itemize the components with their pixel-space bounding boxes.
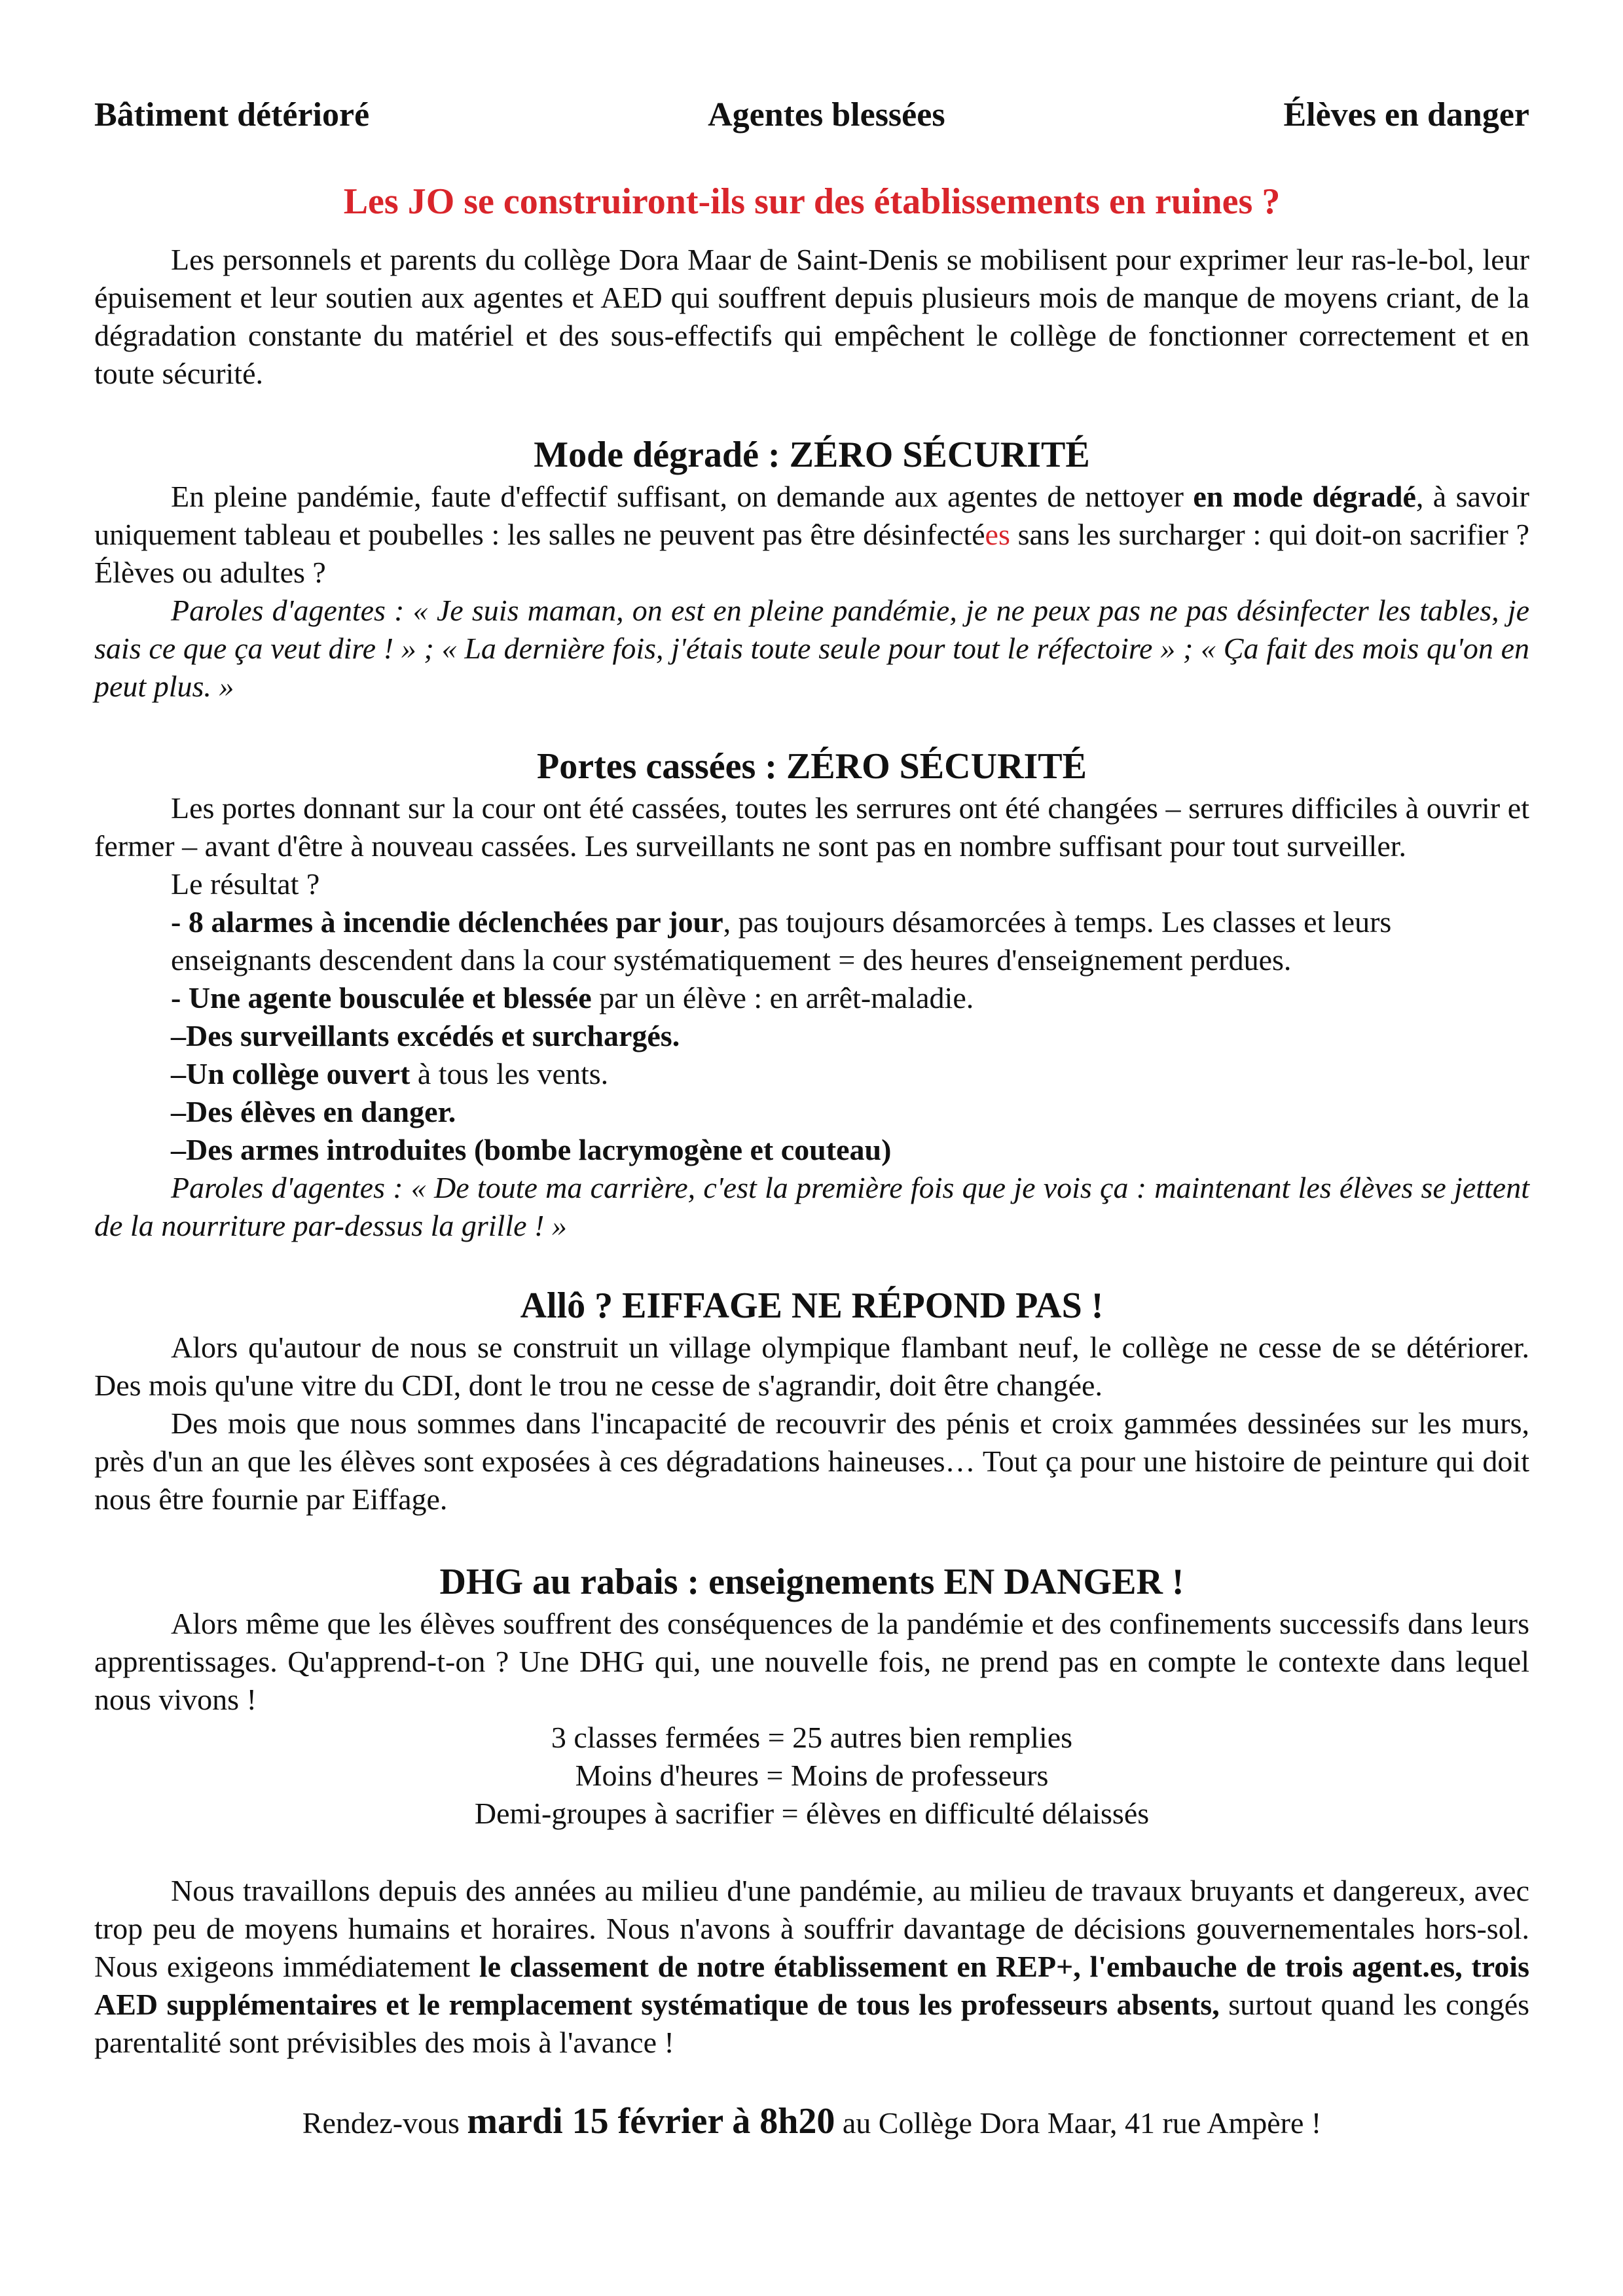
rdv-a: Rendez-vous	[302, 2106, 467, 2140]
section1-paragraph	[94, 478, 1529, 592]
section4-paragraph: Alors même que les élèves souffrent des conséquences de la pandémie et des confinements successifs dans leurs apprentissages. Qu'apprend-t-on ? Une DHG qui, une nouvelle fois, ne prend pas en compte le contexte dans lequel nous vivons !	[94, 1607, 1529, 1716]
section4-line2: Moins d'heures = Moins de professeurs	[575, 1759, 1049, 1792]
rendezvous-line	[94, 2098, 1529, 2146]
section3-heading: Allô ? EIFFAGE NE RÉPOND PAS !	[520, 1285, 1104, 1326]
section2-result: Le résultat ?	[171, 867, 320, 901]
section2-item1-rest: , pas toujours désamorcées à temps. Les classes et leurs enseignants descendent dans la cour systématiquement = des heures d'enseignement perdues.	[171, 905, 1392, 977]
section1-p1-red: es	[985, 518, 1010, 551]
section2-quote: Paroles d'agentes : « De toute ma carrière, c'est la première fois que je vois ça : maintenant les élèves se jettent de la nourriture par-dessus la grille ! »	[94, 1171, 1529, 1242]
section2-item4	[94, 1055, 1529, 1093]
section2-item6: –Des armes introduites (bombe lacrymogène et couteau)	[171, 1133, 892, 1166]
closing-bold: le classement de notre établissement en REP+, l'embauche de trois agent.es, trois AED supplémentaires et le remplacement systématique de tous les professeurs absents,	[94, 1950, 1529, 2021]
section2-item4-rest: à tous les vents.	[410, 1057, 609, 1090]
header-line	[94, 92, 1529, 139]
section1-p1-a: En pleine pandémie, faute d'effectif suffisant, on demande aux agentes de nettoyer	[171, 480, 1194, 513]
header-center: Agentes blessées	[708, 96, 945, 134]
section4-heading: DHG au rabais : enseignements EN DANGER !	[439, 1562, 1184, 1602]
main-title: Les JO se construiront-ils sur des établissements en ruines ?	[343, 181, 1281, 222]
section2-item2-rest: par un élève : en arrêt-maladie.	[591, 981, 974, 1014]
closing-b: surtout quand les congés parentalité sont prévisibles des mois à l'avance !	[94, 1988, 1530, 2059]
section2-paragraph: Les portes donnant sur la cour ont été cassées, toutes les serrures ont été changées – serrures difficiles à ouvrir et fermer – avant d'être à nouveau cassées. Les surveillants ne sont pas en nombre suffisant pour tout surveiller.	[94, 791, 1529, 863]
section2-item2-bold: - Une agente bousculée et blessée	[171, 981, 592, 1014]
section1-p1-c: sans les surcharger : qui doit-on sacrifier ? Élèves ou adultes ?	[94, 518, 1529, 589]
section2-item3: –Des surveillants excédés et surchargés.	[171, 1019, 680, 1052]
intro-paragraph: Les personnels et parents du collège Dora Maar de Saint-Denis se mobilisent pour exprimer leur ras-le-bol, leur épuisement et leur soutien aux agentes et AED qui souffrent depuis plusieurs mois de manque de moyens criant, de la dégradation constante du matériel et des sous-effectifs qui empêchent le collège de fonctionner correctement et en toute sécurité.	[94, 243, 1529, 390]
section1-quote: Paroles d'agentes : « Je suis maman, on est en pleine pandémie, je ne peux pas ne pas désinfecter les tables, je sais ce que ça veut dire ! » ; « La dernière fois, j'étais toute seule pour tout le réfectoire » ; « Ça fait des mois qu'on en peut plus. »	[94, 594, 1529, 703]
section2-item4-bold: –Un collège ouvert	[171, 1057, 410, 1090]
rdv-date: mardi 15 février à 8h20	[467, 2101, 835, 2142]
document-page	[94, 92, 1529, 2146]
section3-paragraph1: Alors qu'autour de nous se construit un village olympique flambant neuf, le collège ne cesse de se détériorer. Des mois qu'une vitre du CDI, dont le trou ne cesse de s'agrandir, doit être changée.	[94, 1331, 1529, 1402]
header-left: Bâtiment détérioré	[94, 96, 370, 134]
header-right: Élèves en danger	[1283, 96, 1529, 134]
section2-item5: –Des élèves en danger.	[171, 1095, 456, 1128]
section2-item1-bold: - 8 alarmes à incendie déclenchées par jour	[171, 905, 723, 939]
closing-paragraph	[94, 1872, 1529, 2062]
rdv-b: au Collège Dora Maar, 41 rue Ampère !	[835, 2106, 1322, 2140]
section1-p1-bold: en mode dégradé	[1193, 480, 1416, 513]
section1-p1-b: , à savoir uniquement tableau et poubelles : les salles ne peuvent pas être désinfecté	[94, 480, 1529, 551]
closing-a: Nous travaillons depuis des années au milieu d'une pandémie, au milieu de travaux bruyants et dangereux, avec trop peu de moyens humains et horaires. Nous n'avons à souffrir davantage de décisions gouvernementales hors-sol. Nous exigeons immédiatement	[94, 1874, 1529, 1983]
section2-heading: Portes cassées : ZÉRO SÉCURITÉ	[537, 746, 1087, 787]
section2-item2	[94, 979, 1529, 1017]
section2-item1	[94, 903, 1529, 979]
section1-heading: Mode dégradé : ZÉRO SÉCURITÉ	[534, 435, 1090, 475]
section3-paragraph2: Des mois que nous sommes dans l'incapacité de recouvrir des pénis et croix gammées dessinées sur les murs, près d'un an que les élèves sont exposées à ces dégradations haineuses… Tout ça pour une histoire de peinture qui doit nous être fournie par Eiffage.	[94, 1407, 1529, 1516]
section4-line3: Demi-groupes à sacrifier = élèves en difficulté délaissés	[474, 1797, 1150, 1830]
section4-line1: 3 classes fermées = 25 autres bien remplies	[551, 1721, 1073, 1754]
